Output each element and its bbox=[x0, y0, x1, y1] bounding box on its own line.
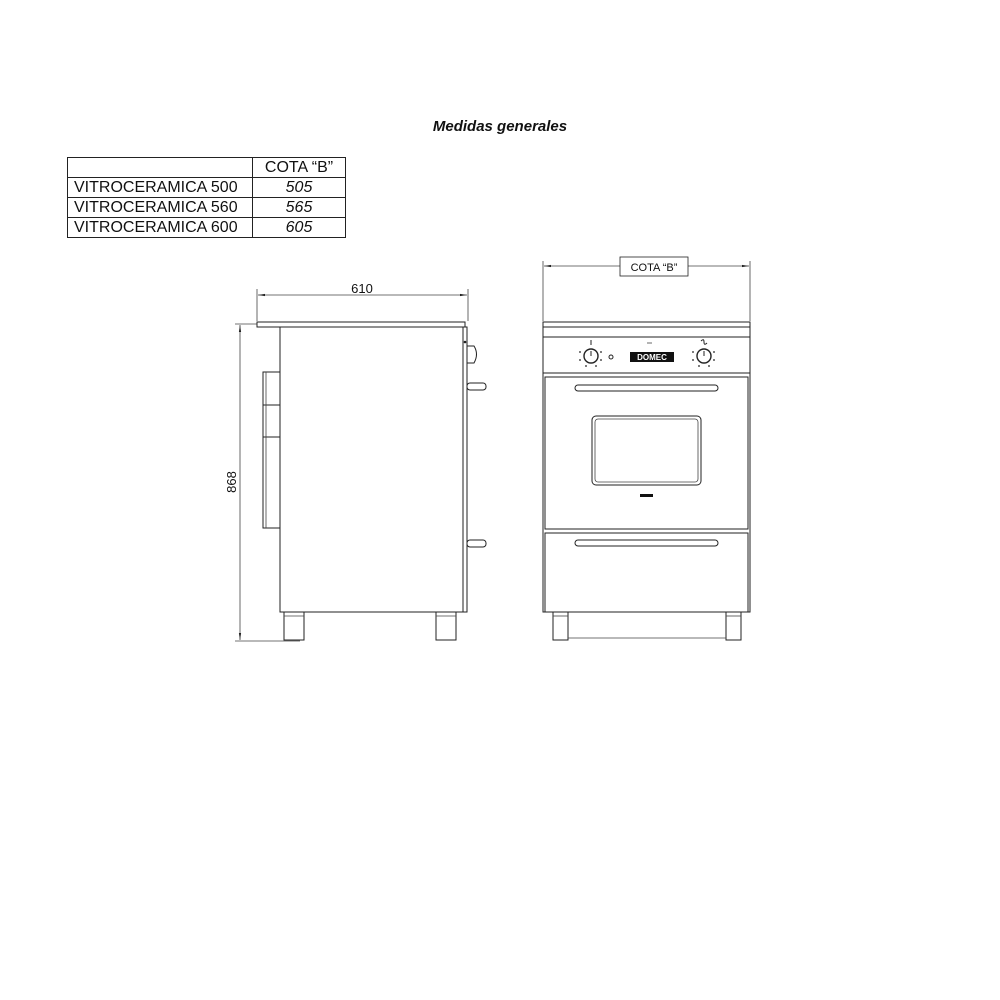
depth-label: 610 bbox=[351, 281, 373, 296]
rear-connector-lower bbox=[467, 540, 486, 547]
scale-dot bbox=[579, 351, 581, 353]
hob-plate bbox=[257, 322, 465, 327]
scale-dot bbox=[579, 359, 581, 361]
cooker-side-outline bbox=[257, 322, 486, 640]
side-view bbox=[224, 281, 486, 641]
width-dimension bbox=[543, 257, 750, 321]
side-panel bbox=[280, 327, 463, 612]
back-panel bbox=[463, 327, 467, 612]
indicator-light bbox=[609, 355, 613, 359]
table-cell-model: VITROCERAMICA 600 bbox=[68, 218, 253, 238]
scale-dot bbox=[713, 359, 715, 361]
table-header-cota-b: COTA “B” bbox=[253, 158, 346, 178]
table-cell-model: VITROCERAMICA 560 bbox=[68, 198, 253, 218]
front-view bbox=[543, 257, 750, 640]
brand-logo bbox=[630, 352, 674, 362]
oven-door-handle bbox=[575, 385, 718, 391]
table-cell-cota-b: 565 bbox=[253, 198, 346, 218]
width-label: COTA “B” bbox=[630, 262, 678, 274]
table-cell-model: VITROCERAMICA 500 bbox=[68, 178, 253, 198]
back-fixing-dot bbox=[464, 341, 467, 344]
rear-connector-upper bbox=[467, 383, 486, 390]
drawer-handle bbox=[575, 540, 718, 546]
depth-dimension bbox=[257, 281, 468, 321]
rear-knob-fitting bbox=[467, 346, 477, 363]
scale-dot bbox=[692, 359, 694, 361]
scale-dot bbox=[600, 359, 602, 361]
scale-dot bbox=[713, 351, 715, 353]
door-badge bbox=[640, 494, 653, 497]
scale-dot bbox=[595, 365, 597, 367]
page-title: Medidas generales bbox=[432, 118, 568, 135]
table-cell-cota-b: 505 bbox=[253, 178, 346, 198]
scale-dot bbox=[600, 351, 602, 353]
front-profile bbox=[263, 372, 280, 528]
scale-dot bbox=[698, 365, 700, 367]
scale-dot bbox=[585, 365, 587, 367]
scale-dot bbox=[692, 351, 694, 353]
brand-logo-text: DOMEC bbox=[637, 353, 667, 362]
height-label: 868 bbox=[224, 471, 239, 493]
hob-plate bbox=[543, 322, 750, 327]
scale-dot bbox=[708, 365, 710, 367]
table-cell-cota-b: 605 bbox=[253, 218, 346, 238]
oven-window bbox=[592, 416, 701, 485]
cooker-front-outline bbox=[543, 322, 750, 640]
